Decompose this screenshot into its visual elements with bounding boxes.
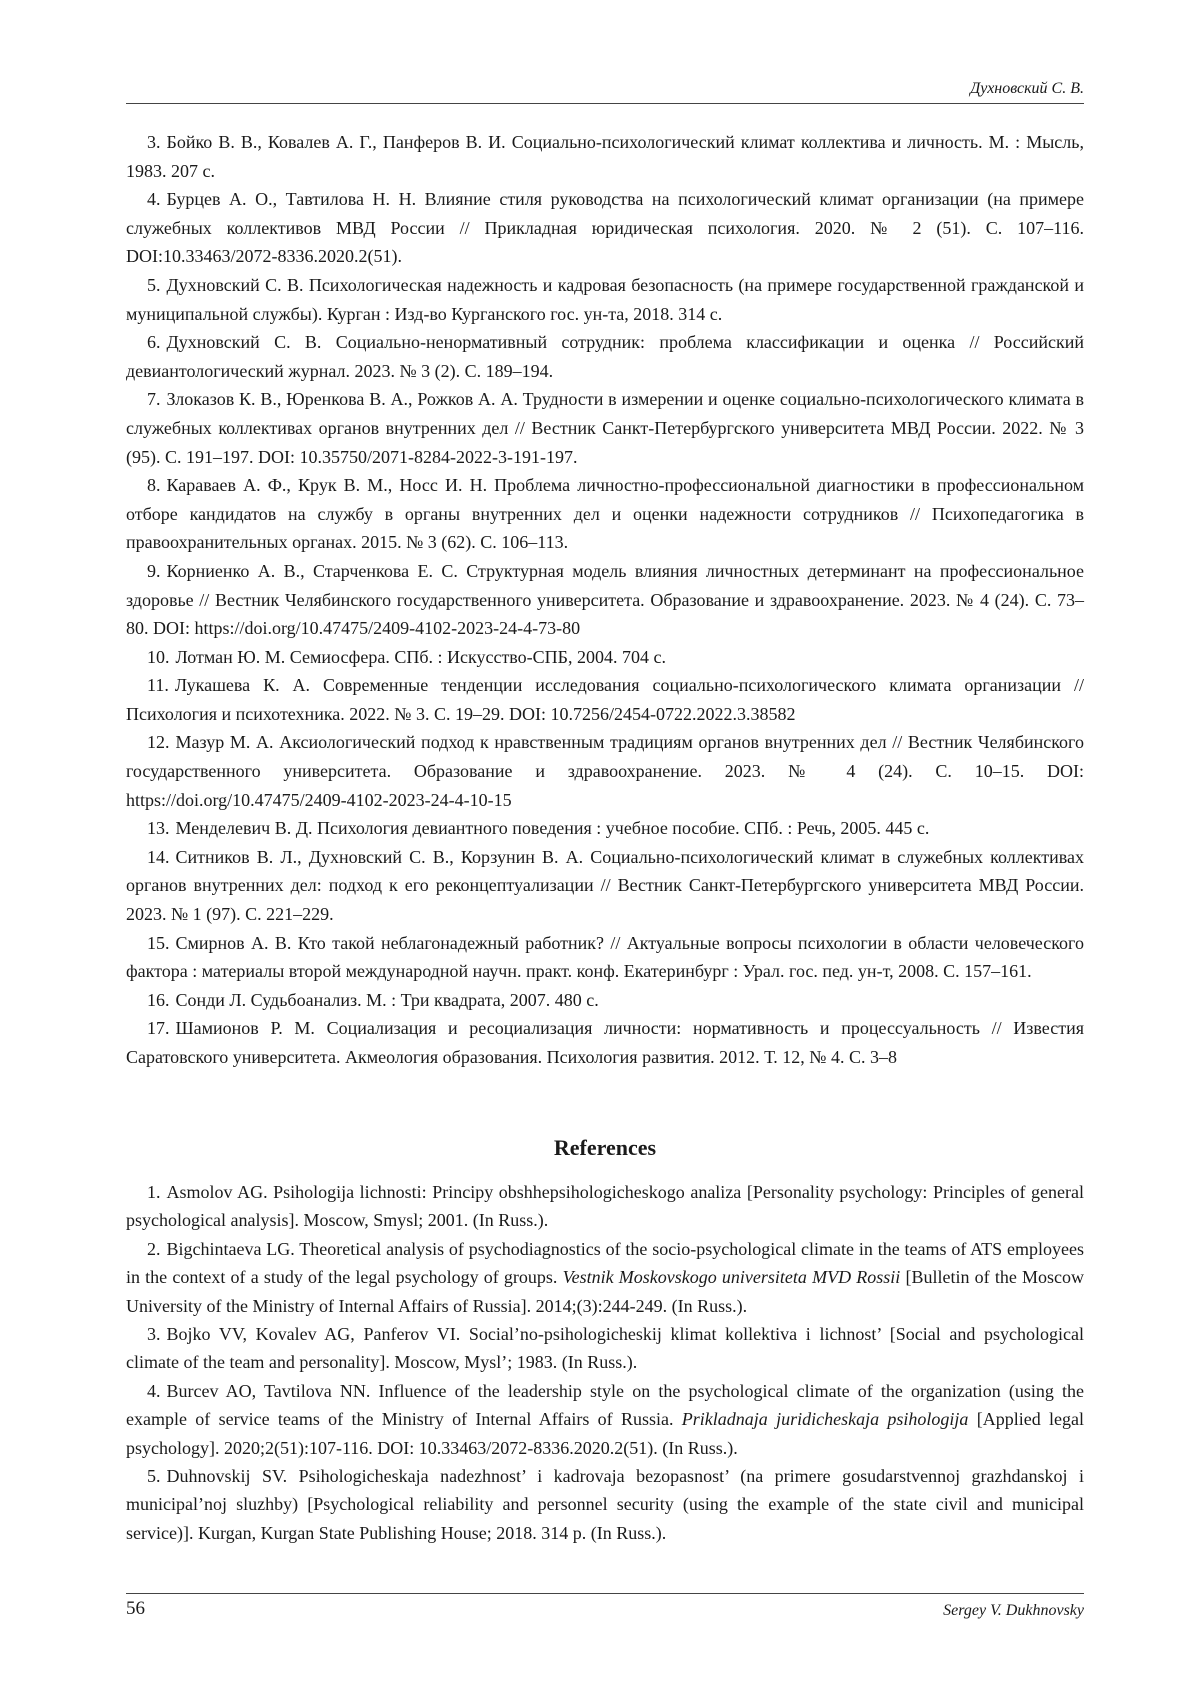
reference-item (126, 643, 1084, 672)
reference-item (126, 814, 1084, 843)
reference-text: Менделевич В. Д. Психология девиантного поведения : учебное пособие. СПб. : Речь, 2005. 445 с. (175, 818, 930, 839)
reference-number: 15. (147, 932, 170, 953)
reference-item (126, 271, 1084, 328)
reference-text: Asmolov AG. Psihologija lichnosti: Principy obshhepsihologicheskogo analiza [Personality psychology: Principles of general psychological analysis]. Moscow, Smysl; 2001. (In Russ.). (126, 1182, 1084, 1231)
reference-number: 4. (147, 1380, 161, 1401)
reference-number: 12. (147, 732, 170, 753)
reference-item (126, 1320, 1084, 1377)
reference-item (126, 185, 1084, 271)
reference-text: Burcev AO, Tavtilova NN. Influence of the leadership style on the psychological climate of the organization (using the example of service teams of the Ministry of Internal Affairs of Russia. (126, 1380, 1084, 1430)
reference-number: 5. (147, 1466, 161, 1487)
reference-item (126, 328, 1084, 385)
reference-text: Bigchintaeva LG. Theoretical analysis of psychodiagnostics of the socio-psychological climate in the teams of ATS employees in the context of a study of the legal psychology of groups. (126, 1238, 1084, 1288)
reference-item (126, 986, 1084, 1015)
reference-number: 16. (147, 989, 170, 1010)
reference-text: Духновский С. В. Психологическая надежность и кадровая безопасность (на примере государственной гражданской и муниципальной службы). Курган : Изд-во Курганского гос. ун-та, 2018. 314 с. (126, 274, 1084, 324)
reference-text: Сонди Л. Судьбоанализ. М. : Три квадрата, 2007. 480 с. (175, 989, 599, 1010)
reference-item (126, 728, 1084, 814)
reference-text: Шамионов Р. М. Социализация и ресоциализация личности: нормативность и процессуальность // Известия Саратовского университета. Акмеология образования. Психология развития. 2012. Т. 12, № 4. С. 3–8 (126, 1018, 1084, 1067)
reference-item (126, 471, 1084, 557)
reference-item (126, 929, 1084, 986)
reference-number: 8. (147, 475, 161, 496)
reference-text: Бойко В. В., Ковалев А. Г., Панферов В. И. Социально-психологический климат коллектива и личность. М. : Мысль, 1983. 207 с. (126, 132, 1084, 181)
reference-number: 10. (147, 646, 170, 667)
reference-text: Лукашева К. А. Современные тенденции исследования социально-психологического климата организации // Психология и психотехника. 2022. № 3. С. 19–29. DOI: 10.7256/2454-0722.2022.3.38582 (126, 675, 1084, 724)
reference-text: Караваев А. Ф., Крук В. М., Носс И. Н. Проблема личностно-профессиональной диагностики в профессиональном отборе кандидатов на службу в органы внутренних дел и оценки надежности сотрудников // Психопедагогика в правоохранительных органах. 2015. № 3 (62). С. 106–113. (126, 475, 1084, 553)
reference-item (126, 128, 1084, 185)
reference-number: 11. (147, 675, 169, 696)
reference-number: 5. (147, 274, 161, 295)
reference-text: Бурцев А. О., Тавтилова Н. Н. Влияние стиля руководства на психологический климат организации (на примере служебных коллективов МВД России // Прикладная юридическая психология. 2020. № 2 (51). С. 107–116. DOI:10.33463/2072-8336.2020.2(51). (126, 189, 1084, 267)
reference-item (126, 843, 1084, 929)
reference-number: 9. (147, 560, 161, 581)
reference-number: 7. (147, 389, 161, 410)
reference-item (126, 1462, 1084, 1547)
footer-author: Sergey V. Dukhnovsky (943, 1602, 1084, 1619)
reference-number: 2. (147, 1238, 161, 1259)
reference-text: Духновский С. В. Социально-ненормативный сотрудник: проблема классификации и оценка // Российский девиантологический журнал. 2023. № 3 (2). С. 189–194. (126, 332, 1084, 381)
reference-text: Лотман Ю. М. Семиосфера. СПб. : Искусство-СПБ, 2004. 704 с. (175, 646, 667, 667)
reference-number: 14. (147, 846, 170, 867)
reference-journal-title: Vestnik Moskovskogo universiteta MVD Rossii (562, 1267, 901, 1288)
reference-number: 3. (147, 1324, 161, 1345)
reference-item (126, 671, 1084, 728)
header-rule (126, 103, 1084, 104)
reference-number: 6. (147, 332, 161, 353)
reference-number: 3. (147, 132, 161, 152)
references-heading: References (553, 1135, 657, 1160)
reference-item (126, 385, 1084, 471)
reference-list-russian (126, 128, 1084, 1072)
page-number: 56 (126, 1598, 145, 1619)
reference-item (126, 557, 1084, 643)
reference-item (126, 1014, 1084, 1071)
reference-text: [Bulletin of the Moscow University of the Ministry of Internal Affairs of Russia]. 2014;(3):244-249. (In Russ.). (126, 1267, 1084, 1316)
reference-text: Bojko VV, Kovalev AG, Panferov VI. Social’no-psihologicheskij klimat kollektiva i lichnost’ [Social and psychological climate of the team and personality]. Moscow, Mysl’; 1983. (In Russ.). (126, 1324, 1084, 1373)
reference-number: 13. (147, 818, 170, 839)
reference-text: Мазур М. А. Аксиологический подход к нравственным традициям органов внутренних дел // Вестник Челябинского государственного университета. Образование и здравоохранение. 2023. № 4 (24). С. 10–15. DOI: https://doi.org/10.47475/2409-4102-2023-24-4-10-15 (126, 732, 1084, 810)
reference-text: Ситников В. Л., Духновский С. В., Корзунин В. А. Социально-психологический климат в служебных коллективах органов внутренних дел: подход к его реконцептуализации // Вестник Санкт-Петербургского университета МВД России. 2023. № 1 (97). С. 221–229. (126, 846, 1084, 925)
reference-journal-title: Prikladnaja juridicheskaja psihologija (681, 1409, 969, 1430)
reference-text: Смирнов А. В. Кто такой неблагонадежный работник? // Актуальные вопросы психологии в области человеческого фактора : материалы второй международной научн. практ. конф. Екатеринбург : Урал. гос. пед. ун-т, 2008. С. 157–161. (126, 932, 1084, 982)
reference-text: Злоказов К. В., Юренкова В. А., Рожков А. А. Трудности в измерении и оценке социально-психологического климата в служебных коллективах органов внутренних дел // Вестник Санкт-Петербургского университета МВД России. 2022. № 3 (95). С. 191–197. DOI: 10.35750/2071-8284-2022-3-191-197. (126, 389, 1084, 467)
reference-item (126, 1377, 1084, 1462)
footer-rule (126, 1593, 1084, 1594)
reference-text: Корниенко А. В., Старченкова Е. С. Структурная модель влияния личностных детерминант на профессиональное здоровье // Вестник Челябинского государственного университета. Образование и здравоохранение. 2023. № 4 (24). С. 73–80. DOI: https://doi.org/10.47475/2409-4102-2023-24-4-73-80 (126, 560, 1084, 639)
reference-number: 4. (147, 189, 161, 210)
running-head-author: Духновский С. В. (970, 80, 1084, 97)
reference-text: Duhnovskij SV. Psihologicheskaja nadezhnost’ i kadrovaja bezopasnost’ (na primere gosudarstvennoj grazhdanskoj i municipal’noj sluzhby) [Psychological reliability and personnel security (using the example of the state civil and municipal service)]. Kurgan, Kurgan State Publishing House; 2018. 314 p. (In Russ.). (126, 1466, 1084, 1543)
reference-number: 1. (147, 1182, 161, 1202)
reference-list-english (126, 1178, 1084, 1547)
reference-item (126, 1235, 1084, 1320)
reference-text: [Applied legal psychology]. 2020;2(51):107-116. DOI: 10.33463/2072-8336.2020.2(51). (In Russ.). (126, 1409, 1084, 1458)
reference-item (126, 1178, 1084, 1235)
reference-number: 17. (147, 1018, 170, 1039)
